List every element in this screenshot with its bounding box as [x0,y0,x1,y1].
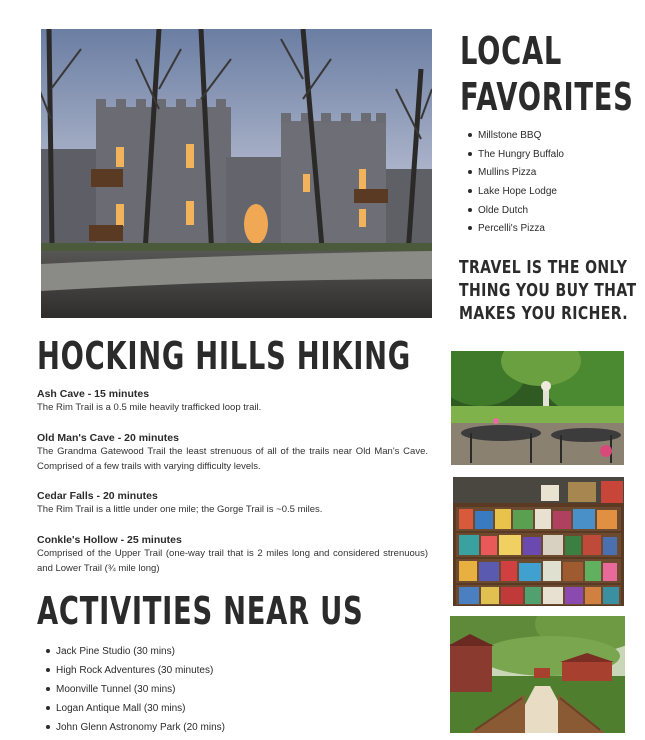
hiking-title-text: HOCKING HILLS HIKING [37,334,411,378]
activities-title-text: ACTIVITIES NEAR US [37,589,364,633]
list-item: Logan Antique Mall (30 mins) [40,700,225,719]
activities-title [37,588,490,634]
trail-description: The Rim Trail is a 0.5 mile heavily trafficked loop trail. [37,402,262,413]
castle-photo [41,29,432,318]
trail-cedar-falls [37,489,428,518]
favorites-list [462,127,564,239]
trail-name: Conkle's Hollow - 25 minutes [37,534,182,546]
trail-ash-cave [37,387,428,416]
quote-line1: TRAVEL IS THE ONLY [459,257,628,278]
trail-old-mans-cave [37,431,428,474]
trail-conkles-hollow [37,533,428,576]
quote-line3: MAKES YOU RICHER. [459,303,628,324]
list-item: Jack Pine Studio (30 mins) [40,643,225,662]
list-item: Mullins Pizza [462,164,564,183]
local-favorites-title-line2: FAVORITES [460,75,634,119]
trail-name: Cedar Falls - 20 minutes [37,490,158,502]
list-item: The Hungry Buffalo [462,146,564,165]
list-item: Olde Dutch [462,202,564,221]
local-favorites-title [460,28,645,120]
trail-description: Comprised of the Upper Trail (one-way trail that is 2 miles long and considered strenuous) and Lower Trail (¾ mile long) [37,548,428,574]
garden-photo [451,351,624,465]
quote-line2: THING YOU BUY THAT [459,280,637,301]
trail-name: Old Man's Cave - 20 minutes [37,432,179,444]
travel-quote [459,256,645,325]
local-favorites-title-line1: LOCAL [460,29,563,73]
activities-list [40,643,225,738]
trail-description: The Rim Trail is a little under one mile; the Gorge Trail is ~0.5 miles. [37,504,323,515]
list-item: John Glenn Astronomy Park (20 mins) [40,719,225,738]
trail-name: Ash Cave - 15 minutes [37,388,150,400]
list-item: Moonville Tunnel (30 mins) [40,681,225,700]
list-item: Lake Hope Lodge [462,183,564,202]
board-games-photo [453,477,624,606]
trail-description: The Grandma Gatewood Trail the least strenuous of all of the trails near Old Man's Cave. Comprised of a few trails with varying difficulty levels. [37,446,428,472]
list-item: High Rock Adventures (30 minutes) [40,662,225,681]
list-item: Percelli's Pizza [462,220,564,239]
cabins-photo [450,616,625,733]
list-item: Millstone BBQ [462,127,564,146]
